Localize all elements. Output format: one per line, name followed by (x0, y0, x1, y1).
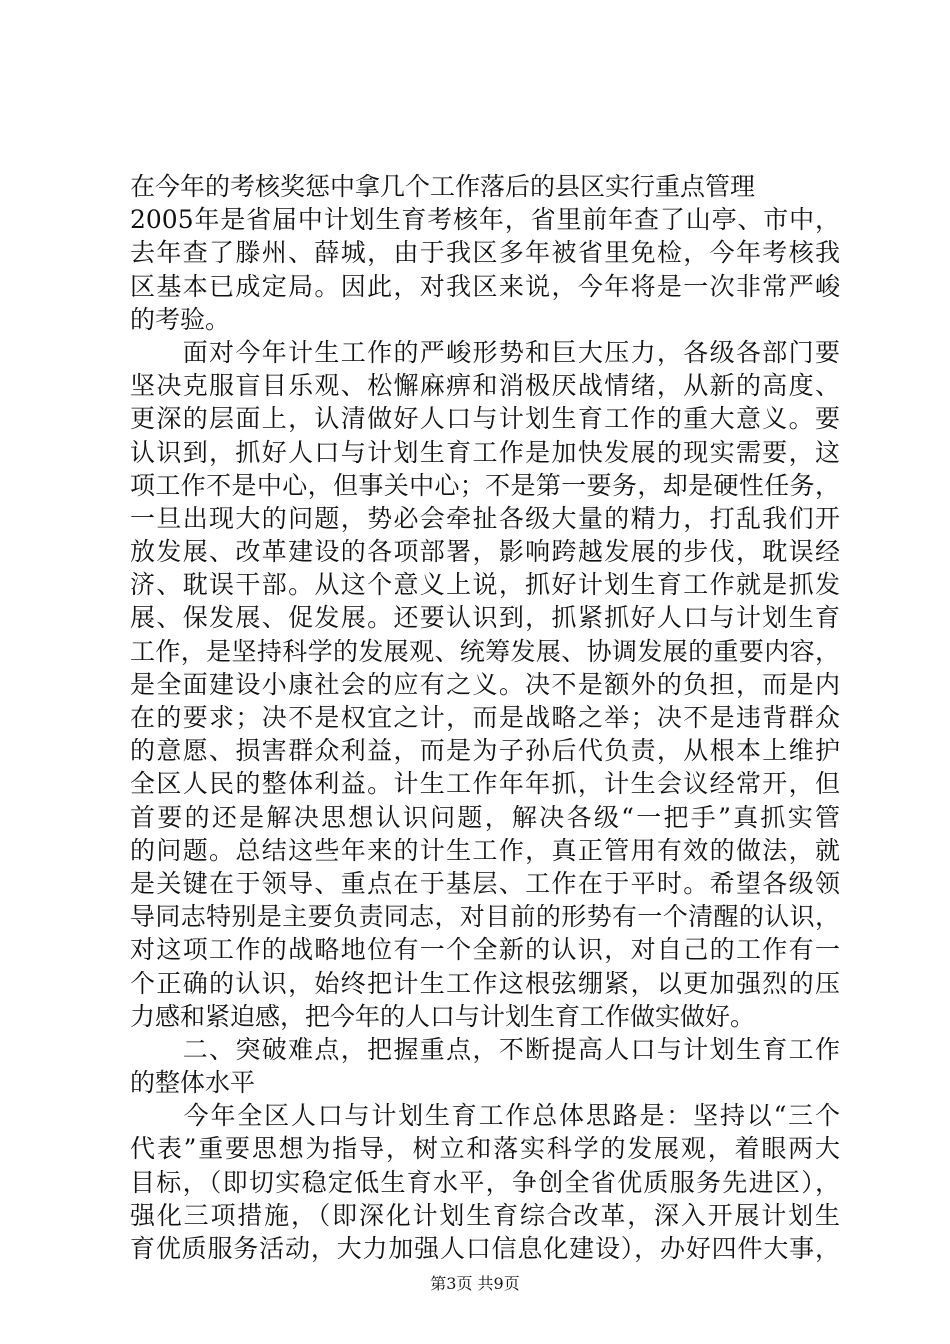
text-line: 面对今年计生工作的严峻形势和巨大压力，各级各部门要 (130, 337, 840, 367)
text-line: 的考验。 (130, 304, 231, 334)
text-line: 去年查了滕州、薛城，由于我区多年被省里免检，今年考核我 (130, 238, 840, 268)
text-line: 在今年的考核奖惩中拿几个工作落后的县区实行重点管理 (130, 172, 756, 201)
text-line: 区基本已成定局。因此，对我区来说，今年将是一次非常严峻 (130, 271, 840, 301)
text-line: 坚决克服盲目乐观、松懈麻痹和消极厌战情绪，从新的高度、 (130, 371, 840, 401)
text-line: 今年全区人口与计划生育工作总体思路是：坚持以“三个 (130, 1101, 840, 1131)
page-footer: 第3页 共9页 (430, 1274, 520, 1293)
text-line: 工作，是坚持科学的发展观、统筹发展、协调发展的重要内容， (130, 636, 840, 666)
text-line: 导同志特别是主要负责同志，对目前的形势有一个清醒的认识， (130, 902, 840, 932)
text-line: 力感和紧迫感，把今年的人口与计划生育工作做实做好。 (130, 1001, 756, 1031)
text-line: 在的要求；决不是权宜之计，而是战略之举；决不是违背群众 (130, 703, 840, 732)
text-line: 的意愿、损害群众利益，而是为子孙后代负责，从根本上维护 (130, 736, 840, 766)
text-line: 是全面建设小康社会的应有之义。决不是额外的负担，而是内 (130, 669, 840, 699)
text-line: 济、耽误干部。从这个意义上说，抓好计划生育工作就是抓发 (130, 570, 840, 600)
text-line: 对这项工作的战略地位有一个全新的认识，对自己的工作有一 (130, 935, 840, 965)
text-line: 2005年是省届中计划生育考核年，省里前年查了山亭、市中， (130, 205, 840, 235)
text-line: 认识到，抓好人口与计划生育工作是加快发展的现实需要，这 (130, 437, 840, 467)
text-line: 强化三项措施，（即深化计划生育综合改革，深入开展计划生 (130, 1200, 840, 1230)
text-line: 个正确的认识，始终把计生工作这根弦绷紧，以更加强烈的压 (130, 968, 840, 998)
text-line: 的问题。总结这些年来的计生工作，真正管用有效的做法，就 (130, 835, 840, 865)
body-text (130, 170, 840, 1265)
text-line: 是关键在于领导、重点在于基层、工作在于平时。希望各级领 (130, 868, 840, 898)
text-line: 的整体水平 (130, 1068, 256, 1098)
text-line: 展、保发展、促发展。还要认识到，抓紧抓好人口与计划生育 (130, 603, 840, 633)
text-line: 育优质服务活动，大力加强人口信息化建设），办好四件大事， (130, 1234, 840, 1263)
text-line: 目标，（即切实稳定低生育水平，争创全省优质服务先进区）， (130, 1167, 840, 1197)
text-line: 一旦出现大的问题，势必会牵扯各级大量的精力，打乱我们开 (130, 503, 840, 533)
text-line: 首要的还是解决思想认识问题，解决各级“一把手”真抓实管 (130, 802, 840, 832)
text-line: 代表”重要思想为指导，树立和落实科学的发展观，着眼两大 (130, 1134, 840, 1164)
text-line: 项工作不是中心，但事关中心；不是第一要务，却是硬性任务， (130, 470, 840, 500)
text-line: 全区人民的整体利益。计生工作年年抓，计生会议经常开，但 (130, 769, 840, 799)
text-line: 更深的层面上，认清做好人口与计划生育工作的重大意义。要 (130, 404, 840, 434)
text-line: 二、突破难点，把握重点，不断提高人口与计划生育工作 (130, 1034, 840, 1064)
text-line: 放发展、改革建设的各项部署，影响跨越发展的步伐，耽误经 (130, 537, 840, 567)
